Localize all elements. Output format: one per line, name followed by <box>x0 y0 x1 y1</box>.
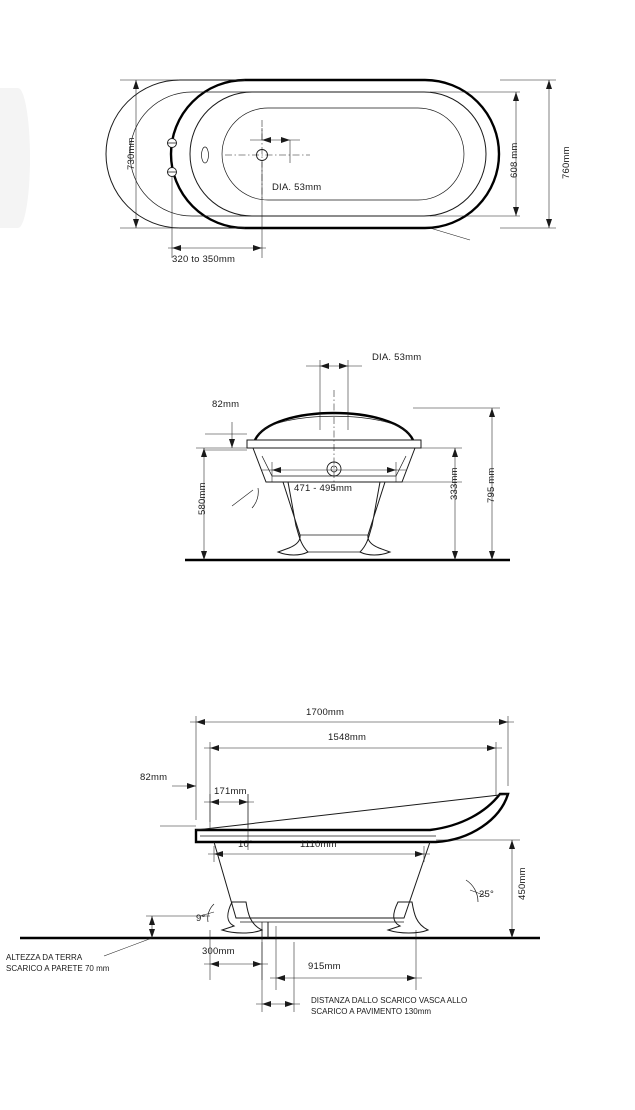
overflow-slot-top <box>202 147 209 163</box>
note-distanza-line2: SCARICO A PAVIMENTO 130mm <box>311 1006 432 1016</box>
dim-side-915: 915mm <box>308 961 341 972</box>
dim-side-450: 450mm <box>517 867 528 900</box>
dim-side-angle-9: 9° <box>196 913 206 924</box>
ext-82-front <box>205 434 247 450</box>
dim-top-730: 730mm <box>126 137 137 170</box>
front-view-graphics <box>0 330 635 620</box>
note-altezza-line2: SCARICO A PARETE 70 mm <box>6 963 110 973</box>
dim-front-580: 580mm <box>197 482 208 515</box>
ext-leader-bottom-right <box>430 228 470 240</box>
ext-608 <box>430 92 520 216</box>
dim-front-dia53: DIA. 53mm <box>372 352 422 363</box>
note-distanza-scarico <box>311 996 467 1018</box>
leader-10deg <box>232 490 253 506</box>
dim-side-300: 300mm <box>202 946 235 957</box>
tub-rim-top-side <box>196 794 508 830</box>
leader-altezza <box>104 938 152 956</box>
ext-171 <box>210 794 248 828</box>
leg-right-front <box>360 482 390 555</box>
dim-front-angle-10: 10° <box>238 839 253 850</box>
tub-tap-end-inner-top <box>130 92 252 216</box>
dim-side-82: 82mm <box>140 772 168 783</box>
dim-front-795: 795 mm <box>486 467 497 503</box>
dim-front-471-495: 471 - 495mm <box>294 483 353 494</box>
top-view-graphics <box>0 0 635 300</box>
dim-top-320-350: 320 to 350mm <box>172 254 236 265</box>
note-distanza-line1: DISTANZA DALLO SCARICO VASCA ALLO <box>311 996 468 1005</box>
dim-front-333: 333mm <box>449 467 460 500</box>
ext-915 <box>276 926 416 990</box>
dim-side-1700: 1700mm <box>306 707 345 718</box>
dim-top-dia53: DIA. 53mm <box>272 182 322 193</box>
dim-side-171: 171mm <box>214 786 247 797</box>
arc-10deg <box>252 488 258 508</box>
ext-distanza <box>262 942 294 1012</box>
tub-rim-inner-top <box>190 92 486 216</box>
dim-top-760: 760mm <box>561 146 572 179</box>
ext-1548 <box>210 742 496 822</box>
note-altezza-line1: ALTEZZA DA TERRA <box>6 953 83 962</box>
dim-front-82: 82mm <box>212 399 240 410</box>
note-altezza-da-terra <box>6 953 109 975</box>
dim-side-angle-25: 25° <box>479 889 494 900</box>
ext-320-350 <box>172 162 262 258</box>
dim-top-608: 608 mm <box>509 142 520 178</box>
tub-outline-top <box>171 80 499 228</box>
side-view-graphics <box>0 690 635 1110</box>
dim-side-1110: 1110mm <box>300 839 337 850</box>
dim-side-1548: 1548mm <box>328 732 367 743</box>
